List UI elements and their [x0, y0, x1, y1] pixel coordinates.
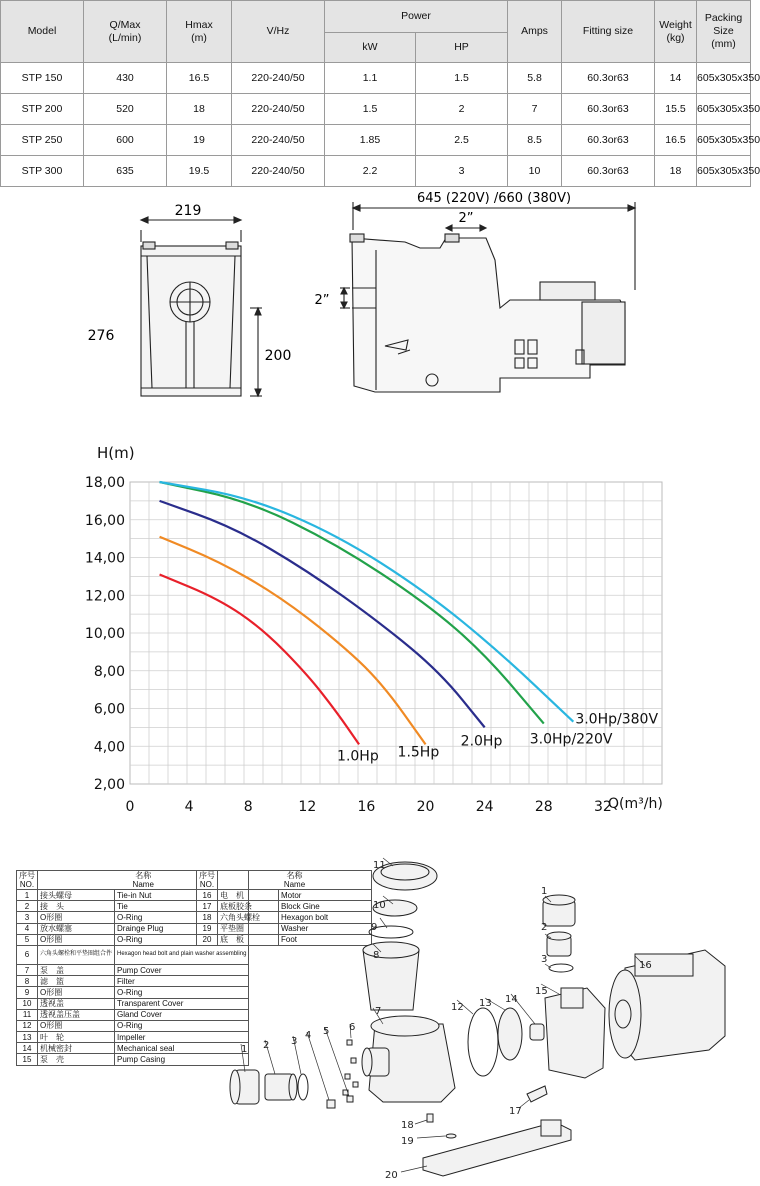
outlet-o-ring-part: [549, 964, 573, 972]
x-tick-label: 16: [357, 799, 376, 815]
y-tick-label: 2,00: [93, 777, 125, 793]
spec-cell-weight: 16.5: [655, 125, 697, 156]
parts-cell-no: 1: [17, 890, 38, 901]
parts-cell-en: Washer: [279, 923, 372, 934]
callout-12: 12: [451, 1002, 464, 1013]
spec-cell-amps: 8.5: [508, 125, 562, 156]
series-label: 1.5Hp: [397, 744, 440, 761]
filter-basket-part: [363, 950, 419, 1010]
spec-cell-packing: 605x305x350: [697, 63, 751, 94]
spec-cell-hmax: 18: [167, 94, 232, 125]
parts-cell-cn: O形圈: [38, 934, 115, 945]
spec-cell-fitting: 60.3or63: [562, 156, 655, 187]
spec-cell-hp: 2: [416, 94, 508, 125]
x-tick-label: 28: [534, 799, 553, 815]
parts-cell-no: 9: [17, 987, 38, 998]
o-ring-3-part: [298, 1074, 308, 1100]
y-tick-label: 12,00: [84, 588, 125, 605]
spec-cell-qmax: 635: [84, 156, 167, 187]
x-axis-label: Q(m³/h): [608, 796, 663, 812]
spec-cell-amps: 10: [508, 156, 562, 187]
callout-13: 13: [479, 998, 492, 1009]
parts-cell-cn: O形圈: [38, 987, 115, 998]
parts-cell-no: 8: [17, 976, 38, 987]
parts-cell-en: Hexagon head bolt and plain washer assembling: [115, 945, 249, 964]
callout-17: 17: [509, 1106, 522, 1117]
y-tick-label: 8,00: [93, 663, 125, 680]
series-label: 2.0Hp: [460, 733, 503, 750]
y-tick-label: 10,00: [84, 626, 125, 642]
parts-cell-no: 14: [17, 1043, 38, 1054]
parts-cell-en: Block Gine: [279, 901, 372, 912]
spec-cell-kw: 1.1: [325, 63, 416, 94]
spec-cell-weight: 14: [655, 63, 697, 94]
y-axis-label: H(m): [97, 444, 135, 462]
spec-cell-qmax: 430: [84, 63, 167, 94]
spec-cell-kw: 1.85: [325, 125, 416, 156]
parts-cell-no: 3: [17, 912, 38, 923]
side-view-drawing: [340, 200, 637, 410]
parts-cell-no: 7: [17, 964, 38, 975]
header-fitting: Fitting size: [562, 1, 655, 63]
spec-cell-vhz: 220-240/50: [232, 63, 325, 94]
x-tick-label: 20: [416, 799, 435, 815]
x-tick-label: 24: [475, 799, 494, 815]
parts-cell-no: 20: [197, 934, 218, 945]
parts-header-no: 序号 NO.: [17, 871, 38, 890]
x-tick-label: 32: [593, 799, 612, 815]
spec-cell-hp: 3: [416, 156, 508, 187]
parts-cell-en: Foot: [279, 934, 372, 945]
x-tick-label: 0: [125, 799, 135, 815]
parts-cell-en: Mechanical seal: [115, 1043, 249, 1054]
spec-cell-vhz: 220-240/50: [232, 156, 325, 187]
y-tick-label: 6,00: [93, 701, 125, 718]
performance-chart: [0, 430, 750, 825]
parts-cell-en: Impeller: [115, 1032, 249, 1043]
spec-row: [1, 94, 751, 125]
parts-cell-no: 5: [17, 934, 38, 945]
spec-cell-kw: 1.5: [325, 94, 416, 125]
parts-cell-en: Hexagon bolt: [279, 912, 372, 923]
parts-header-name: 名称 Name: [38, 871, 249, 890]
spec-cell-hp: 2.5: [416, 125, 508, 156]
callout-1: 1: [541, 886, 548, 897]
spec-cell-hmax: 19: [167, 125, 232, 156]
callout-18: 18: [401, 1120, 414, 1131]
callout-14: 14: [505, 994, 518, 1005]
header-vhz: V/Hz: [232, 1, 325, 63]
parts-cell-en: O-Ring: [115, 912, 249, 923]
callout-5: 5: [323, 1026, 330, 1037]
spec-cell-amps: 5.8: [508, 63, 562, 94]
callout-2: 2: [541, 922, 548, 933]
callout-4: 4: [305, 1030, 312, 1041]
parts-header-no-right: 序号 NO.: [197, 871, 218, 890]
callout-9: 9: [371, 922, 378, 933]
parts-cell-cn: 平垫圈: [218, 923, 279, 934]
header-hmax: Hmax (m): [167, 1, 232, 63]
parts-cell-cn: 底 板: [218, 934, 279, 945]
block-gine-part: [527, 1086, 547, 1102]
spec-cell-fitting: 60.3or63: [562, 63, 655, 94]
parts-cell-en: Tie-in Nut: [115, 890, 249, 901]
parts-cell-no: 17: [197, 901, 218, 912]
callout-11: 11: [373, 860, 386, 871]
y-tick-label: 14,00: [84, 550, 125, 567]
spec-cell-hmax: 16.5: [167, 63, 232, 94]
parts-cell-en: Pump Cover: [115, 964, 249, 975]
spec-cell-packing: 605x305x350: [697, 156, 751, 187]
parts-cell-en: Pump Casing: [115, 1054, 249, 1065]
parts-cell-no: 4: [17, 923, 38, 934]
parts-cell-en: Filter: [115, 976, 249, 987]
parts-cell-en: Drainge Plug: [115, 923, 249, 934]
parts-cell-cn: 接 头: [38, 901, 115, 912]
callout-16: 16: [639, 960, 652, 971]
dim-port-height-label: 2”: [314, 293, 330, 308]
parts-cell-en: O-Ring: [115, 934, 249, 945]
parts-cell-en: Transparent Cover: [115, 998, 249, 1009]
callout-8: 8: [373, 950, 380, 961]
dim-height-label: 276: [87, 328, 115, 344]
o-ring-12-part: [468, 1008, 498, 1076]
y-tick-label: 16,00: [84, 512, 125, 529]
parts-cell-no: 11: [17, 1009, 38, 1020]
y-tick-label: 18,00: [84, 475, 125, 491]
parts-cell-en: Motor: [279, 890, 372, 901]
parts-cell-no: 16: [197, 890, 218, 901]
x-tick-label: 4: [184, 799, 194, 815]
parts-cell-cn: 泵 壳: [38, 1054, 115, 1065]
spec-cell-vhz: 220-240/50: [232, 94, 325, 125]
parts-cell-cn: 透视盖压盖: [38, 1009, 115, 1020]
parts-cell-en: O-Ring: [115, 1020, 249, 1031]
spec-cell-fitting: 60.3or63: [562, 125, 655, 156]
parts-cell-no: 6: [17, 945, 38, 964]
spec-cell-model: STP 250: [1, 125, 84, 156]
parts-cell-cn: 滤 篮: [38, 976, 115, 987]
dim-inlet-height-label: 200: [264, 348, 292, 364]
header-hp: HP: [416, 33, 508, 63]
parts-cell-cn: 透视盖: [38, 998, 115, 1009]
parts-cell-cn: 底板胶条: [218, 901, 279, 912]
parts-cell-no: 10: [17, 998, 38, 1009]
callout-15: 15: [535, 986, 548, 997]
spec-row: [1, 156, 751, 187]
dim-width-label: 219: [174, 203, 202, 219]
spec-cell-hmax: 19.5: [167, 156, 232, 187]
spec-cell-vhz: 220-240/50: [232, 125, 325, 156]
callout-10: 10: [373, 900, 386, 911]
impeller-part: [498, 1008, 522, 1060]
parts-header-name-right: 名称 Name: [218, 871, 372, 890]
callout-6: 6: [349, 1022, 356, 1033]
mechanical-seal-part: [530, 1024, 544, 1040]
y-tick-label: 4,00: [93, 739, 125, 756]
callout-2: 2: [263, 1040, 270, 1051]
parts-cell-cn: 叶 轮: [38, 1032, 115, 1043]
o-ring-5-part: [347, 1096, 353, 1102]
bolts-part: [343, 1040, 358, 1095]
drain-plug-part: [327, 1100, 335, 1108]
x-tick-label: 12: [298, 799, 317, 815]
dimension-drawings: [0, 190, 750, 420]
parts-section: [0, 838, 750, 1186]
parts-cell-cn: O形圈: [38, 912, 115, 923]
callout-7: 7: [375, 1006, 382, 1017]
callout-20: 20: [385, 1170, 398, 1181]
parts-cell-cn: 机械密封: [38, 1043, 115, 1054]
spec-row: [1, 125, 751, 156]
dim-port-size-label: 2”: [458, 211, 474, 226]
x-tick-label: 8: [243, 799, 253, 815]
series-label: 3.0Hp/220V: [529, 731, 613, 748]
header-packing: Packing Size (mm): [697, 1, 751, 63]
parts-cell-cn: 放水螺塞: [38, 923, 115, 934]
header-power: Power: [325, 1, 508, 33]
parts-cell-no: 12: [17, 1020, 38, 1031]
spec-cell-qmax: 600: [84, 125, 167, 156]
spec-row: [1, 63, 751, 94]
parts-cell-cn: O形圈: [38, 1020, 115, 1031]
header-qmax: Q/Max (L/min): [84, 1, 167, 63]
spec-cell-model: STP 200: [1, 94, 84, 125]
callout-19: 19: [401, 1136, 414, 1147]
spec-cell-weight: 15.5: [655, 94, 697, 125]
series-label: 1.0Hp: [337, 748, 379, 765]
spec-table: [0, 0, 760, 187]
callout-1: 1: [241, 1044, 248, 1055]
spec-cell-packing: 605x305x350: [697, 94, 751, 125]
spec-cell-model: STP 150: [1, 63, 84, 94]
series-label: 3.0Hp/380V: [575, 711, 659, 728]
spec-cell-amps: 7: [508, 94, 562, 125]
spec-cell-kw: 2.2: [325, 156, 416, 187]
callout-3: 3: [291, 1036, 298, 1047]
spec-cell-qmax: 520: [84, 94, 167, 125]
parts-cell-cn: 电 机: [218, 890, 279, 901]
hexagon-bolt-part: [427, 1114, 433, 1122]
parts-cell-no: 19: [197, 923, 218, 934]
spec-cell-fitting: 60.3or63: [562, 94, 655, 125]
spec-cell-hp: 1.5: [416, 63, 508, 94]
dim-length-label: 645 (220V) /660 (380V): [416, 191, 572, 206]
header-kw: kW: [325, 33, 416, 63]
parts-cell-cn: 接头螺母: [38, 890, 115, 901]
parts-cell-en: Gland Cover: [115, 1009, 249, 1020]
parts-cell-cn: 六角头螺栓和平垫圈组合件: [38, 945, 115, 964]
parts-cell-cn: 六角头螺栓: [218, 912, 279, 923]
spec-cell-weight: 18: [655, 156, 697, 187]
washer-part: [446, 1134, 456, 1138]
parts-cell-no: 18: [197, 912, 218, 923]
header-amps: Amps: [508, 1, 562, 63]
spec-cell-packing: 605x305x350: [697, 125, 751, 156]
parts-cell-en: Tie: [115, 901, 249, 912]
parts-cell-no: 13: [17, 1032, 38, 1043]
header-weight: Weight (kg): [655, 1, 697, 63]
header-model: Model: [1, 1, 84, 63]
parts-cell-cn: 泵 盖: [38, 964, 115, 975]
spec-cell-model: STP 300: [1, 156, 84, 187]
callout-3: 3: [541, 954, 548, 965]
parts-cell-no: 2: [17, 901, 38, 912]
exploded-view-diagram: [205, 838, 750, 1186]
parts-cell-en: O-Ring: [115, 987, 249, 998]
parts-cell-no: 15: [17, 1054, 38, 1065]
